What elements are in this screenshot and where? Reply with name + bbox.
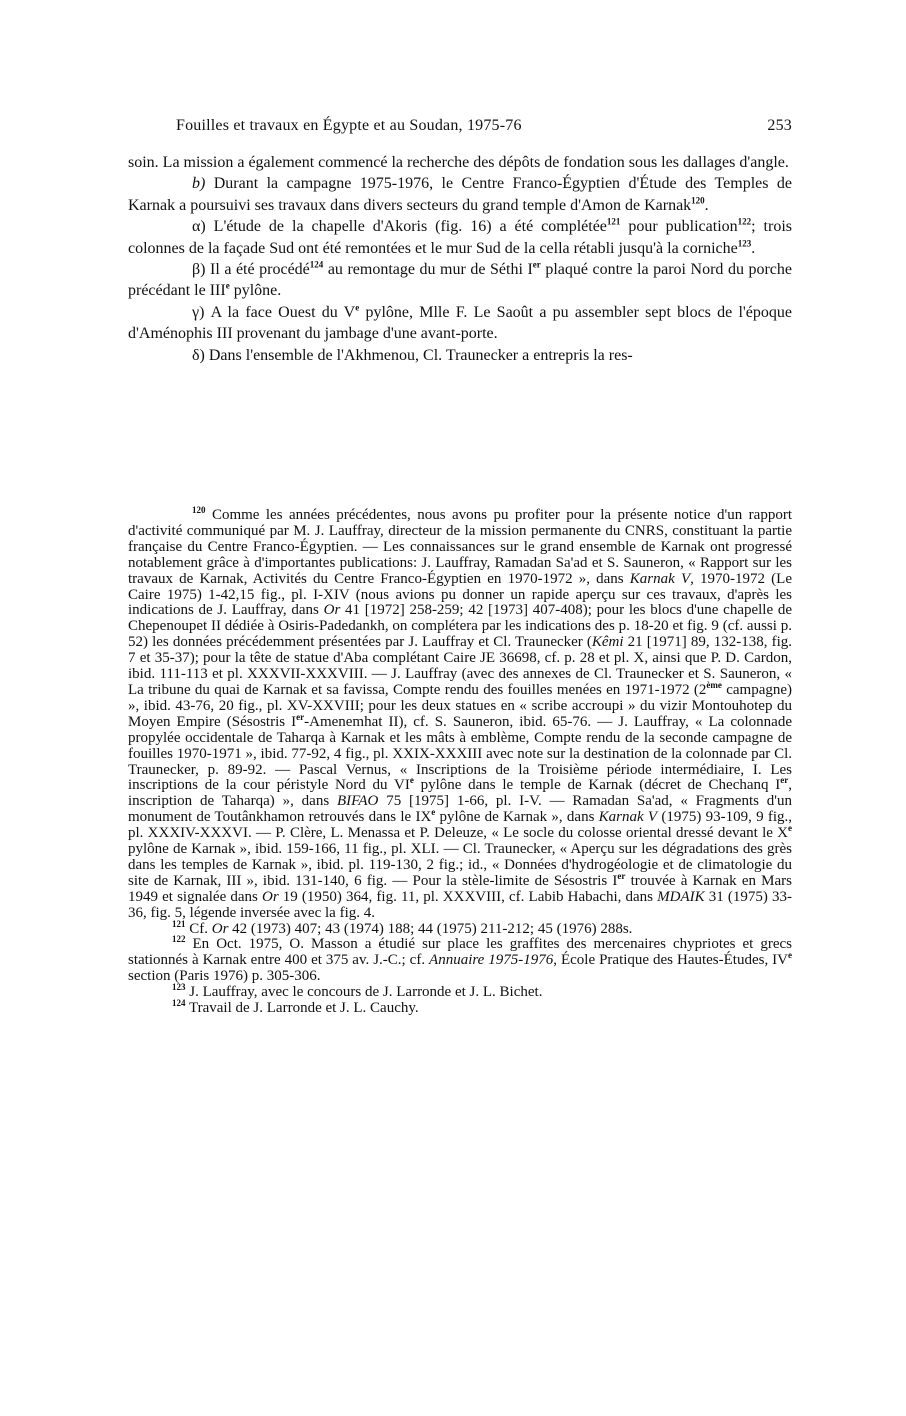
footnote-number: 122 [172,934,186,945]
footnote-122: $^{122}$ En Oct. 1975, O. Masson a étudié sur place les graffites des mercenaires chypriotes et grecs stationnés à Karnak entre 400 et 375 av. J.-C.; cf. Annuaire 1975-1976, École Pratique des Hautes-Études, IVe section (Paris 1976) p. 305-306. [128,934,792,985]
footnote-number: 124 [172,998,186,1009]
footnote-123: $^{123}$ J. Lauffray, avec le concours de J. Larronde et J. L. Bichet. [172,982,543,1001]
footnote-number: 120 [192,505,206,515]
paragraph-delta: δ) Dans l'ensemble de l'Akhmenou, Cl. Traunecker a entrepris la res- [192,346,633,364]
footnote-121: $^{121}$ Cf. Or 42 (1973) 407; 43 (1974) 188; 44 (1975) 211-212; 45 (1976) 288s. [172,918,633,937]
paragraph-label: b) [192,175,206,193]
paragraph-soin: soin. La mission a également commencé la recherche des dépôts de fondation sous les dallages d'angle. [128,154,789,171]
paragraph-gamma: γ) A la face Ouest du Ve pylône, Mlle F. Le Saoût a pu assembler sept blocs de l'époque d'Aménophis III provenant du jambage d'une avant-porte. [128,302,793,343]
paragraph-b: b) Durant la campagne 1975-1976, le Centre Franco-Égyptien d'Étude des Temples de Karnak a poursuivi ses travaux dans divers secteurs du grand temple d'Amon de Karnak$^{120}$. [128,175,792,214]
paragraph-alpha: α) L'étude de la chapelle d'Akoris (fig. 16) a été complétée$^{121}$ pour publication$^{122}$; trois colonnes de la façade Sud ont été remontées et le mur Sud de la cella rétabli jusqu'à la corniche$^{123}$. [128,216,793,257]
footnote-number: 121 [172,918,186,929]
footnote-number: 123 [172,982,186,993]
footnote-124: $^{124}$ Travail de J. Larronde et J. L. Cauchy. [172,998,419,1017]
footnote-ref: 124 [309,259,324,270]
footnotes [128,505,793,1017]
footnote-ref: 123 [737,238,752,249]
page-number: 253 [767,117,792,134]
paragraph-beta: β) Il a été procédé$^{124}$ au remontage du mur de Séthi Ier plaqué contre la paroi Nord du porche précédant le IIIe pylône. [128,259,793,300]
main-text [128,152,792,366]
footnote-120: $^{120}$ Comme les années précédentes, nous avons pu profiter pour la présente notice d'un rapport d'activité communiqué par M. J. Lauffray, directeur de la mission permanente du CNRS, constituant la partie française du Centre Franco-Égyptien. — Les connaissances sur le grand ensemble de Karnak ont progressé notablement grâce à d'importantes publications: J. Lauffray, Ramadan Sa'ad et S. Sauneron, « Rapport sur les travaux de Karnak, Activités du Centre Franco-Égyptien en 1970-1972 », dans Karnak V, 1970-1972 (Le Caire 1975) 1-42,15 fig., pl. I-XIV (nous avions pu donner un rapide aperçu sur ces travaux, d'après les indications de J. Lauffray, dans Or 41 [1972] 258-259; 42 [1973] 407-408); pour les blocs d'une chapelle de Chepenoupet II dédiée à Osiris-Padedankh, on complétera par les indications des p. 18-20 et fig. 9 (cf. aussi p. 52) les données précédemment présentées par J. Lauffray et Cl. Traunecker (Kêmi 21 [1971] 89, 132-138, fig. 7 et 35-37); pour la tête de statue d'Aba complétant Caire JE 36698, cf. p. 28 et pl. X, ainsi que P. D. Cardon, ibid. 111-113 et pl. XXXVII-XXXVIII. — J. Lauffray (avec des annexes de Cl. Traunecker et S. Sauneron, « La tribune du quai de Karnak et sa favissa, Compte rendu des fouilles menées en 1971-1972 (2ème campagne) », ibid. 43-76, 20 fig., pl. XV-XXVIII; pour les deux statues en « scribe accroupi » du vizir Montouhotep du Moyen Empire (Sésostris Ier-Amenemhat II), cf. S. Sauneron, ibid. 65-76. — J. Lauffray, « La colonnade propylée occidentale de Taharqa à Karnak et les mâts à emblème, Compte rendu de la seconde campagne de fouilles 1970-1971 », ibid. 77-92, 4 fig., pl. XXIX-XXXIII avec note sur la destination de la colonnade par Cl. Traunecker, p. 89-92. — Pascal Vernus, « Inscriptions de la Troisième période intermédiaire, I. Les inscriptions de la cour péristyle Nord du VIe pylône dans le temple de Karnak (décret de Chechanq Ier, inscription de Taharqa) », dans BIFAO 75 [1975] 1-66, pl. I-V. — Ramadan Sa'ad, « Fragments d'un monument de Toutânkhamon retrouvés dans le IXe pylône de Karnak », dans Karnak V (1975) 93-109, 9 fig., pl. XXXIV-XXXVI. — P. Clère, L. Menassa et P. Deleuze, « Le socle du colosse oriental dressé devant le Xe pylône de Karnak », ibid. 159-166, 11 fig., pl. XLI. — Cl. Traunecker, « Aperçu sur les dégradations des grès dans les temples de Karnak », ibid. pl. 119-130, 2 fig.; id., « Données d'hydrogéologie et de climatologie du site de Karnak, III », ibid. 131-140, 6 fig. — Pour la stèle-limite de Sésostris Ier trouvée à Karnak en Mars 1949 et signalée dans Or 19 (1950) 364, fig. 11, pl. XXXVIII, cf. Labib Habachi, dans MDAIK 31 (1975) 33-36, fig. 5, légende inversée avec la fig. 4. [128,505,793,921]
footnote-ref: 120 [691,195,705,206]
footnote-ref: 122 [737,216,752,227]
footnote-ref: 121 [606,216,621,227]
running-title: Fouilles et travaux en Égypte et au Soudan, 1975-76 [176,117,522,134]
running-header [128,117,792,139]
